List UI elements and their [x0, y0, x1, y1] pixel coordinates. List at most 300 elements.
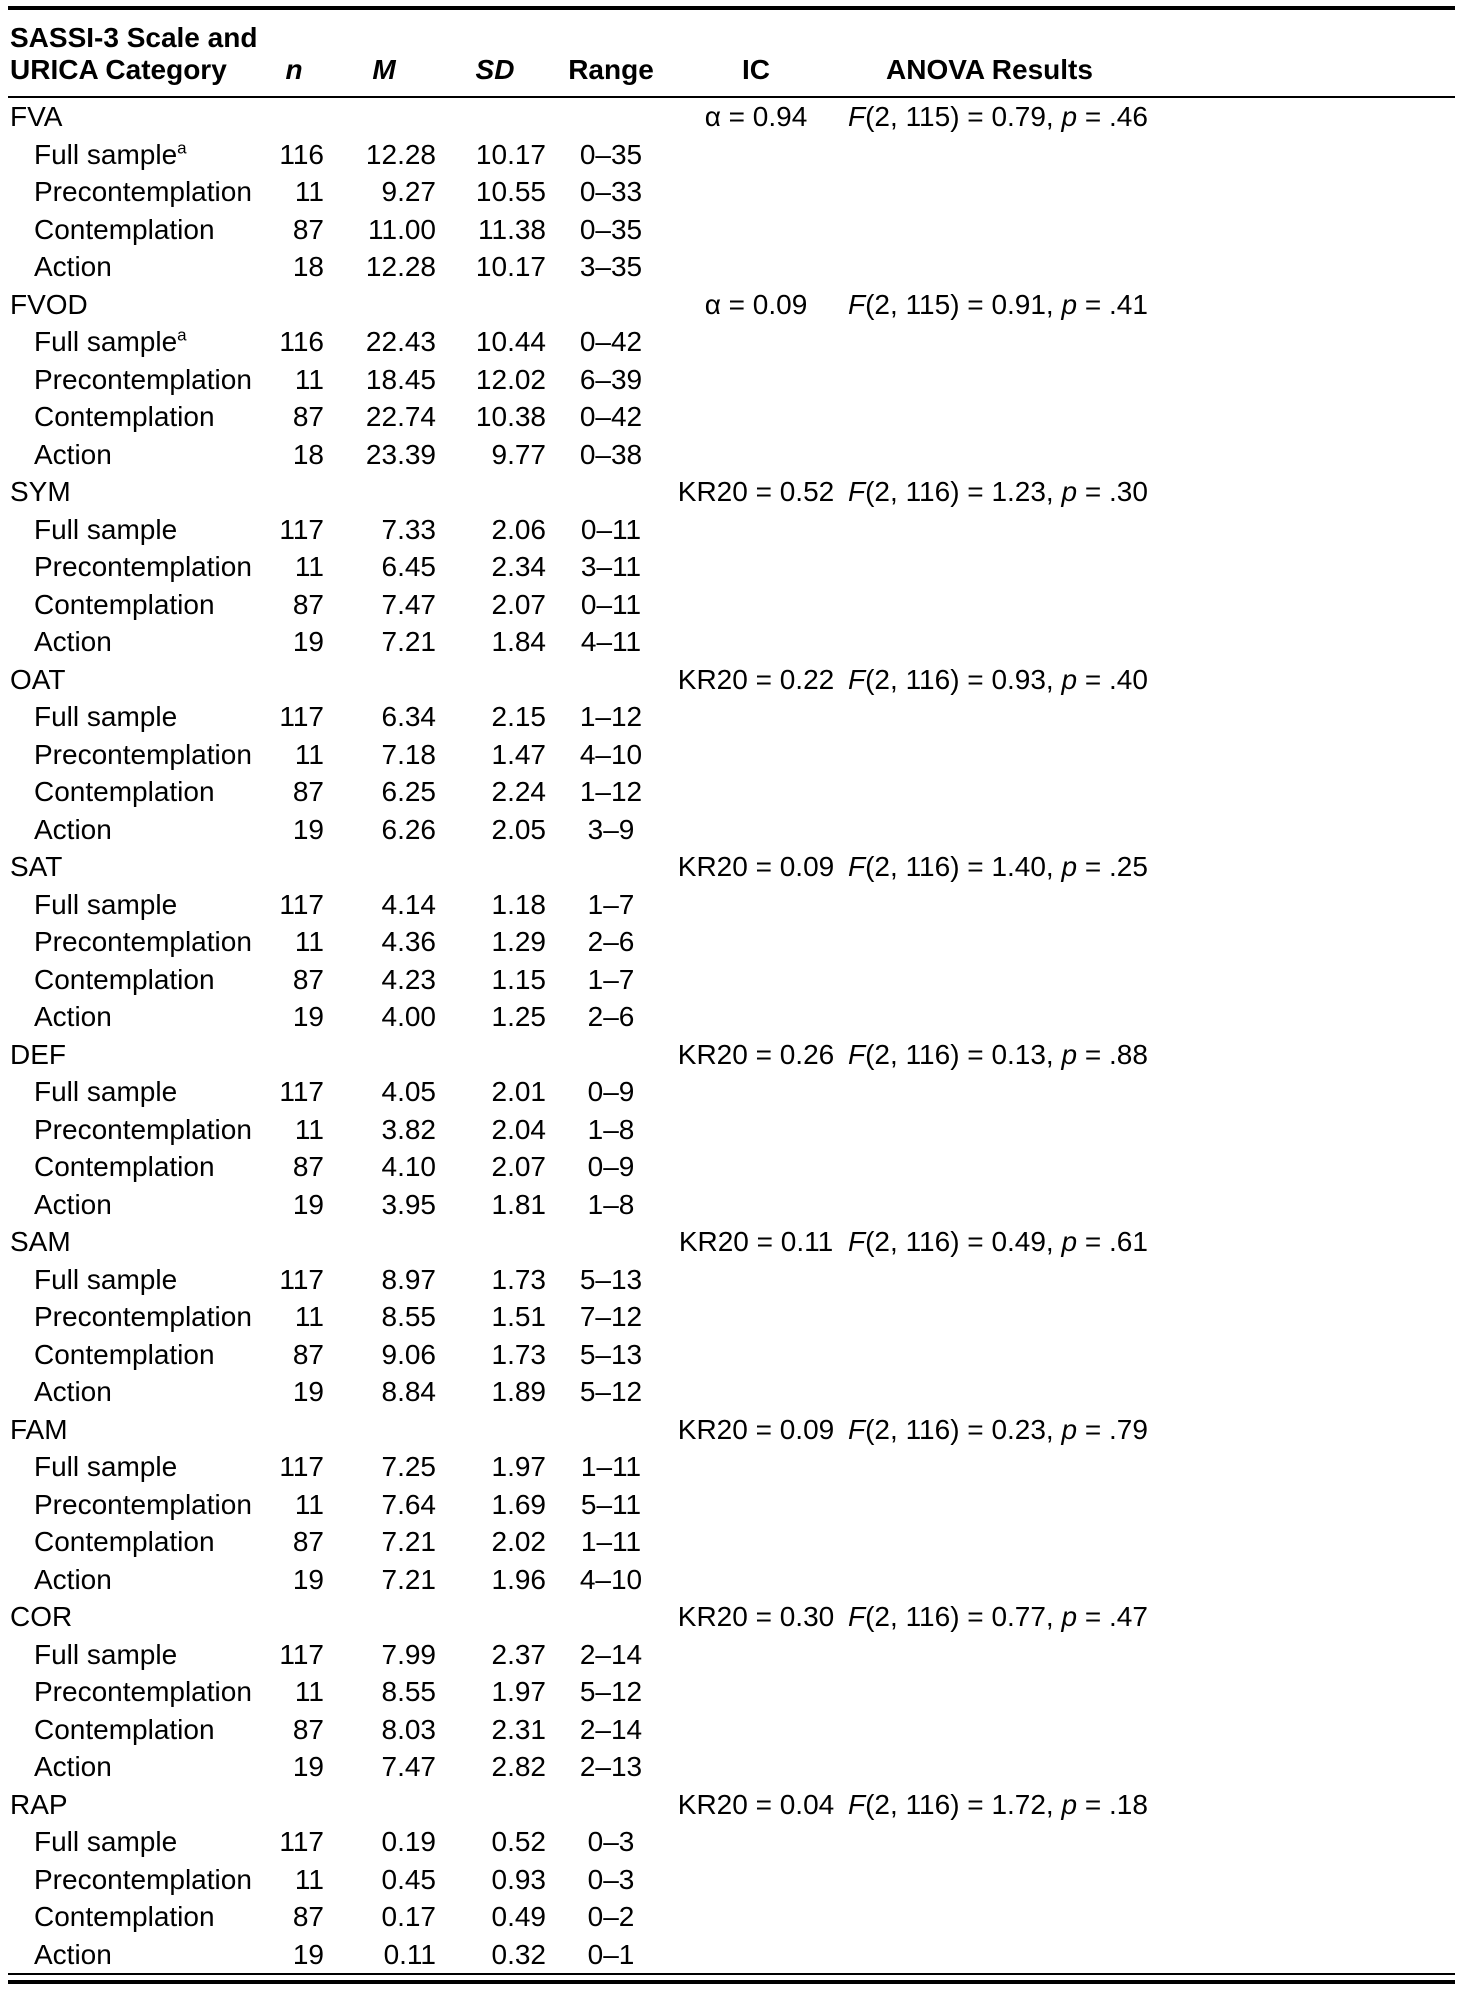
range-value: 2–6	[587, 926, 635, 957]
mean-value: 4.36	[381, 926, 436, 957]
row-label: Contemplation	[34, 1713, 215, 1745]
mean-value: 7.47	[381, 588, 436, 620]
anova-f-symbol: F	[848, 1413, 866, 1445]
sd-value: 2.37	[491, 1638, 546, 1670]
sd-value: 10.17	[475, 251, 546, 282]
anova-p-text: = .46	[1077, 101, 1148, 132]
range-value: 5–13	[579, 1263, 643, 1295]
range-value: 1–11	[580, 1526, 642, 1557]
n-value: 87	[292, 213, 324, 245]
data-row	[8, 211, 1455, 249]
data-row	[8, 136, 1455, 174]
range-value: 5–12	[579, 1676, 643, 1707]
n-value: 11	[294, 1676, 324, 1707]
sd-value: 0.49	[491, 1901, 546, 1932]
sd-value: 0.52	[491, 1826, 546, 1857]
n-value: 11	[294, 551, 324, 582]
anova-empty-cell	[840, 961, 1455, 999]
n-value: 87	[292, 1338, 324, 1370]
ic-empty-cell	[672, 511, 840, 549]
n-value: 11	[294, 363, 324, 395]
anova-empty-cell	[840, 361, 1455, 399]
mean-value: 0.19	[381, 1826, 436, 1857]
ic-empty-cell	[672, 1636, 840, 1674]
range-value: 1–12	[579, 776, 643, 807]
row-label: Contemplation	[34, 1338, 215, 1370]
n-value: 117	[279, 1826, 324, 1857]
sd-value: 2.34	[491, 551, 546, 582]
n-value: 117	[279, 888, 324, 920]
data-row	[8, 1636, 1455, 1674]
row-label: Contemplation	[34, 588, 215, 620]
anova-empty-cell	[840, 1823, 1455, 1861]
ic-value: KR20 = 0.52	[677, 476, 835, 507]
data-row	[8, 773, 1455, 811]
mean-value: 7.21	[381, 626, 436, 657]
anova-empty-cell	[840, 1111, 1455, 1149]
anova-p-text: = .40	[1077, 663, 1148, 695]
ic-empty-cell	[672, 1073, 840, 1111]
anova-empty-cell	[840, 1261, 1455, 1299]
range-value: 2–14	[579, 1713, 643, 1745]
anova-f-symbol: F	[848, 101, 866, 132]
range-value: 0–35	[579, 213, 643, 245]
anova-empty-cell	[840, 623, 1455, 661]
anova-result	[840, 473, 1455, 511]
row-label: Contemplation	[34, 401, 215, 432]
range-value: 1–12	[579, 701, 643, 732]
mean-value: 23.39	[365, 438, 436, 470]
anova-empty-cell	[840, 1148, 1455, 1186]
range-value: 2–14	[579, 1638, 643, 1670]
anova-f-symbol: F	[848, 1788, 866, 1820]
ic-empty-cell	[672, 1148, 840, 1186]
sd-value: 2.05	[491, 813, 546, 845]
section-header-row	[8, 1223, 1455, 1261]
anova-empty-cell	[840, 1711, 1455, 1749]
row-label: Action	[34, 1751, 112, 1782]
sd-value: 2.82	[491, 1751, 546, 1782]
header-range: Range	[550, 8, 672, 97]
ic-value: KR20 = 0.26	[677, 1038, 835, 1070]
n-value: 87	[292, 1713, 324, 1745]
ic-empty-cell	[672, 323, 840, 361]
anova-empty-cell	[840, 211, 1455, 249]
n-value: 19	[292, 626, 324, 657]
ic-empty-cell	[672, 1673, 840, 1711]
spacer-cell	[260, 286, 672, 324]
header-scale-category	[8, 8, 260, 97]
section-header-row	[8, 1036, 1455, 1074]
ic-value: KR20 = 0.09	[677, 1413, 835, 1445]
data-row	[8, 923, 1455, 961]
ic-empty-cell	[672, 623, 840, 661]
ic-empty-cell	[672, 811, 840, 849]
anova-f-symbol: F	[848, 288, 866, 320]
spacer-cell	[260, 1223, 672, 1261]
anova-result	[840, 848, 1455, 886]
sd-value: 1.18	[491, 888, 546, 920]
n-value: 19	[292, 1188, 324, 1220]
row-label: Precontemplation	[34, 1113, 252, 1145]
sd-value: 1.47	[491, 738, 546, 770]
row-label: Action	[8, 1936, 260, 1975]
header-n: n	[260, 8, 328, 97]
spacer-cell	[260, 1411, 672, 1449]
anova-result	[840, 1786, 1455, 1824]
n-value: 11	[294, 1863, 324, 1895]
anova-empty-cell	[840, 1561, 1455, 1599]
spacer-cell	[260, 848, 672, 886]
mean-value: 7.99	[381, 1638, 436, 1670]
anova-empty-cell	[840, 773, 1455, 811]
anova-p-symbol: p	[1061, 1226, 1078, 1257]
anova-empty-cell	[840, 1898, 1455, 1936]
ic-empty-cell	[672, 736, 840, 774]
mean-value: 0.17	[381, 1901, 436, 1932]
anova-empty-cell	[840, 511, 1455, 549]
mean-value: 3.82	[381, 1113, 436, 1145]
mean-value: 11.00	[368, 213, 436, 245]
mean-value: 4.05	[381, 1076, 436, 1107]
scale-code: OAT	[10, 663, 66, 695]
sd-value: 10.17	[475, 138, 546, 170]
scale-code: FVA	[10, 101, 63, 132]
ic-empty-cell	[672, 1711, 840, 1749]
mean-value: 4.23	[381, 963, 436, 995]
row-label: Full sample	[34, 1451, 178, 1482]
mean-value: 12.28	[365, 138, 436, 170]
sd-value: 2.07	[491, 1151, 546, 1182]
anova-empty-cell	[840, 548, 1455, 586]
section-header-row	[8, 1786, 1455, 1824]
mean-value: 8.84	[381, 1376, 436, 1407]
sd-value: 2.15	[491, 701, 546, 732]
range-value: 0–9	[587, 1151, 635, 1182]
n-value: 87	[292, 1151, 324, 1182]
header-scale-line1: SASSI-3 Scale and	[10, 22, 258, 53]
data-row	[8, 248, 1455, 286]
anova-result	[840, 286, 1455, 324]
sd-value: 1.73	[491, 1263, 546, 1295]
ic-empty-cell	[672, 1898, 840, 1936]
anova-empty-cell	[840, 136, 1455, 174]
n-value: 19	[292, 813, 324, 845]
row-label: Contemplation	[34, 963, 215, 995]
sassi-urica-table	[8, 6, 1455, 1975]
anova-result	[840, 1598, 1455, 1636]
n-value: 11	[294, 926, 324, 957]
range-value: 1–8	[587, 1188, 635, 1220]
data-row	[8, 1486, 1455, 1524]
row-label: Action	[34, 1188, 112, 1220]
sd-value: 11.38	[478, 213, 546, 245]
anova-empty-cell	[840, 1073, 1455, 1111]
range-value: 0–35	[579, 138, 643, 170]
ic-value: KR20 = 0.09	[677, 851, 835, 882]
mean-value: 12.28	[365, 251, 436, 282]
sd-value: 1.15	[491, 963, 546, 995]
ic-empty-cell	[672, 211, 840, 249]
range-value: 1–7	[587, 888, 635, 920]
row-label: Action	[34, 813, 112, 845]
ic-empty-cell	[672, 998, 840, 1036]
sd-value: 10.38	[475, 401, 546, 432]
anova-empty-cell	[840, 1748, 1455, 1786]
anova-empty-cell	[840, 323, 1455, 361]
anova-f-text: (2, 116) = 0.49,	[865, 1226, 1062, 1257]
anova-f-symbol: F	[848, 851, 866, 882]
anova-empty-cell	[840, 1636, 1455, 1674]
anova-f-symbol: F	[848, 1038, 866, 1070]
anova-empty-cell	[840, 1336, 1455, 1374]
data-row	[8, 1298, 1455, 1336]
anova-p-symbol: p	[1061, 851, 1078, 882]
n-value: 117	[279, 513, 324, 545]
anova-empty-cell	[840, 1448, 1455, 1486]
anova-p-text: = .18	[1077, 1788, 1148, 1820]
data-row	[8, 1523, 1455, 1561]
sd-value: 2.01	[491, 1076, 546, 1107]
scale-code: DEF	[10, 1038, 66, 1070]
anova-empty-cell	[840, 1186, 1455, 1224]
data-row	[8, 1711, 1455, 1749]
row-label: Action	[34, 438, 112, 470]
anova-empty-cell	[840, 1486, 1455, 1524]
spacer-cell	[260, 97, 672, 136]
row-label: Precontemplation	[34, 738, 252, 770]
range-value: 5–13	[579, 1338, 643, 1370]
n-value: 19	[292, 1001, 324, 1032]
range-value: 0–3	[587, 1826, 635, 1857]
header-row	[8, 8, 1455, 97]
anova-f-text: (2, 116) = 0.13,	[865, 1038, 1062, 1070]
mean-value: 9.06	[381, 1338, 436, 1370]
range-value: 6–39	[579, 363, 643, 395]
anova-f-text: (2, 115) = 0.79,	[865, 101, 1062, 132]
range-value: 0–11	[580, 513, 642, 545]
anova-result	[840, 1036, 1455, 1074]
row-label: Precontemplation	[34, 363, 252, 395]
mean-value: 8.55	[381, 1301, 436, 1332]
ic-empty-cell	[672, 436, 840, 474]
sd-value: 2.02	[491, 1526, 546, 1557]
section-header-row	[8, 97, 1455, 136]
range-value: 0–9	[587, 1076, 635, 1107]
mean-value: 8.55	[381, 1676, 436, 1707]
row-label: Full sample	[34, 1638, 178, 1670]
anova-result	[840, 97, 1455, 136]
sd-value: 10.55	[475, 176, 546, 207]
ic-value: KR20 = 0.22	[677, 663, 835, 695]
table-body	[8, 97, 1455, 1974]
range-value: 0–3	[587, 1863, 635, 1895]
ic-empty-cell	[672, 961, 840, 999]
range-value: 0–42	[579, 401, 643, 432]
anova-empty-cell	[840, 436, 1455, 474]
anova-p-symbol: p	[1061, 1413, 1078, 1445]
row-label: Precontemplation	[34, 176, 252, 207]
anova-f-symbol: F	[848, 1601, 866, 1632]
ic-empty-cell	[672, 1861, 840, 1899]
data-row	[8, 398, 1455, 436]
anova-f-text: (2, 116) = 1.72,	[865, 1788, 1062, 1820]
mean-value: 7.18	[381, 738, 436, 770]
ic-empty-cell	[672, 1561, 840, 1599]
data-row	[8, 1186, 1455, 1224]
sd-value: 1.51	[491, 1301, 546, 1332]
range-value: 2–6	[587, 1001, 635, 1032]
scale-code: FAM	[10, 1413, 68, 1445]
n-value: 87	[292, 401, 324, 432]
row-label: Precontemplation	[34, 551, 252, 582]
spacer-cell	[260, 661, 672, 699]
row-label: Action	[34, 251, 112, 282]
ic-empty-cell	[672, 1823, 840, 1861]
sd-value: 12.02	[475, 363, 546, 395]
ic-empty-cell	[672, 398, 840, 436]
mean-value: 7.25	[381, 1451, 436, 1482]
ic-empty-cell	[672, 1373, 840, 1411]
data-row	[8, 811, 1455, 849]
ic-empty-cell	[672, 136, 840, 174]
ic-empty-cell	[672, 1261, 840, 1299]
row-label: Full sample	[34, 513, 178, 545]
sd-value: 10.44	[475, 326, 546, 357]
anova-p-symbol: p	[1061, 663, 1078, 695]
row-label: Contemplation	[34, 213, 215, 245]
ic-empty-cell	[672, 1298, 840, 1336]
n-value: 87	[292, 1901, 324, 1932]
anova-p-text: = .79	[1077, 1413, 1148, 1445]
spacer-cell	[260, 1598, 672, 1636]
range-value: 3–35	[579, 251, 643, 282]
data-row	[8, 886, 1455, 924]
scale-code: COR	[10, 1601, 73, 1632]
sd-value: 1.29	[491, 926, 546, 957]
row-label: Full sample	[34, 888, 178, 920]
row-label: Full sample	[34, 1263, 178, 1295]
ic-empty-cell	[672, 1486, 840, 1524]
mean-value: 0.45	[381, 1863, 436, 1895]
mean-value: 7.21	[381, 1526, 436, 1557]
data-row	[8, 736, 1455, 774]
section-header-row	[8, 848, 1455, 886]
range-value: 3–9	[587, 813, 635, 845]
header-anova-results: ANOVA Results	[840, 8, 1455, 97]
anova-empty-cell	[840, 173, 1455, 211]
data-row	[8, 1448, 1455, 1486]
anova-p-symbol: p	[1061, 288, 1078, 320]
anova-f-symbol: F	[848, 476, 866, 507]
data-row	[8, 1898, 1455, 1936]
range-value: 2–13	[579, 1751, 643, 1782]
data-row	[8, 1936, 1455, 1975]
sd-value: 1.81	[491, 1188, 546, 1220]
sd-value: 1.84	[491, 626, 546, 657]
n-value: 11	[294, 1113, 324, 1145]
ic-empty-cell	[672, 173, 840, 211]
n-value: 87	[292, 776, 324, 807]
sd-value: 2.04	[491, 1113, 546, 1145]
anova-p-symbol: p	[1061, 1038, 1078, 1070]
range-value: 5–12	[579, 1376, 643, 1407]
anova-f-symbol: F	[848, 1226, 866, 1257]
row-label: Contemplation	[34, 1901, 215, 1932]
range-value: 1–7	[587, 963, 635, 995]
ic-empty-cell	[672, 1748, 840, 1786]
n-value: 117	[279, 1263, 324, 1295]
sd-value: 1.25	[491, 1001, 546, 1032]
range-value: 0–1	[550, 1936, 672, 1975]
anova-empty-cell	[840, 248, 1455, 286]
mean-value: 6.25	[381, 776, 436, 807]
row-label: Contemplation	[34, 1151, 215, 1182]
range-value: 3–11	[580, 551, 642, 582]
ic-empty-cell	[672, 1111, 840, 1149]
anova-f-text: (2, 116) = 1.23,	[865, 476, 1062, 507]
anova-empty-cell	[840, 998, 1455, 1036]
range-value: 4–10	[579, 738, 643, 770]
range-value: 0–2	[587, 1901, 635, 1932]
ic-value: KR20 = 0.30	[677, 1601, 835, 1632]
n-value: 117	[279, 1451, 324, 1482]
anova-p-text: = .30	[1077, 476, 1148, 507]
data-row	[8, 1336, 1455, 1374]
n-value: 117	[279, 1638, 324, 1670]
header-ic: IC	[672, 8, 840, 97]
n-value: 19	[292, 1751, 324, 1782]
header-sd: SD	[440, 8, 550, 97]
table-header	[8, 8, 1455, 97]
ic-empty-cell	[672, 548, 840, 586]
data-row	[8, 1261, 1455, 1299]
data-row	[8, 1823, 1455, 1861]
ic-empty-cell	[672, 586, 840, 624]
anova-empty-cell	[840, 1523, 1455, 1561]
anova-f-text: (2, 115) = 0.91,	[865, 288, 1062, 320]
anova-p-symbol: p	[1061, 1788, 1078, 1820]
mean-value: 22.74	[365, 401, 436, 432]
row-label: Full sample	[34, 1076, 178, 1107]
n-value: 116	[279, 326, 324, 357]
anova-empty-cell	[840, 398, 1455, 436]
anova-empty-cell	[840, 811, 1455, 849]
range-value: 1–11	[580, 1451, 642, 1482]
sd-value: 2.31	[491, 1713, 546, 1745]
footnote-marker: a	[177, 138, 187, 158]
row-label: Precontemplation	[34, 1488, 252, 1520]
anova-empty-cell	[840, 736, 1455, 774]
row-label: Action	[34, 626, 112, 657]
n-value: 87	[292, 963, 324, 995]
mean-value: 6.45	[381, 551, 436, 582]
data-row	[8, 623, 1455, 661]
data-row	[8, 1673, 1455, 1711]
spacer-cell	[260, 1036, 672, 1074]
spacer-cell	[260, 473, 672, 511]
row-label: Full sample	[34, 1826, 178, 1857]
n-value: 19	[260, 1936, 328, 1975]
range-value: 5–11	[580, 1488, 642, 1520]
data-row	[8, 511, 1455, 549]
anova-empty-cell	[840, 886, 1455, 924]
n-value: 11	[294, 1301, 324, 1332]
mean-value: 8.03	[381, 1713, 436, 1745]
n-value: 11	[294, 738, 324, 770]
row-label: Action	[34, 1376, 112, 1407]
mean-value: 8.97	[381, 1263, 436, 1295]
